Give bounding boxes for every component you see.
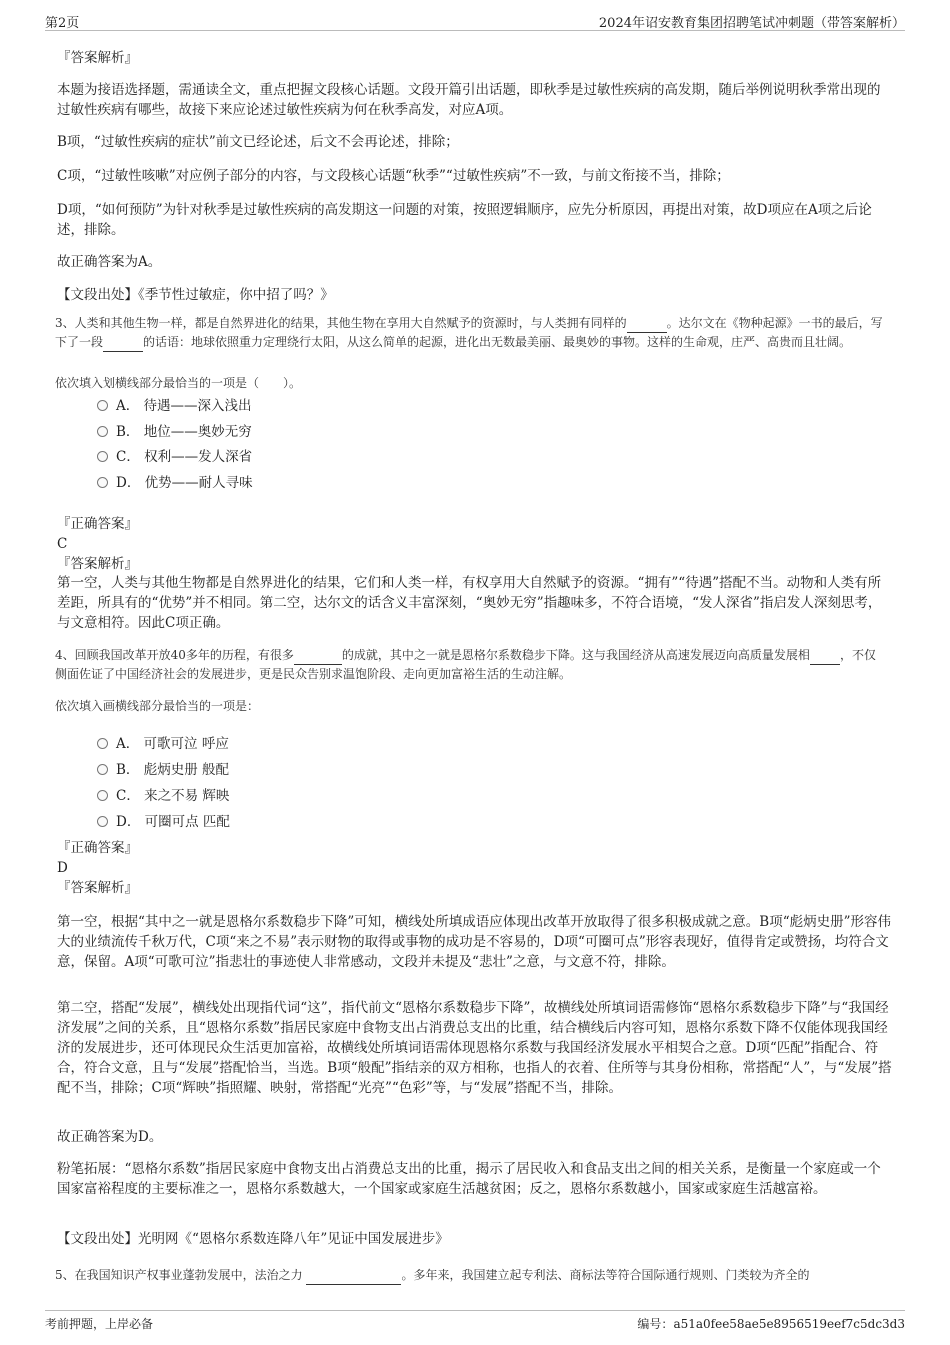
- q3-option-d[interactable]: D． 优势——耐人寻味: [97, 473, 253, 493]
- q4-answer-label: 『正确答案』: [57, 840, 138, 856]
- q4-answer: D: [57, 860, 68, 876]
- q3-option-b[interactable]: B． 地位——奥妙无穷: [97, 422, 252, 442]
- q3-stem: 3、人类和其他生物一样，都是自然界进化的结果，其他生物在享用大自然赋予的资源时，与人类拥有同样的 。达尔文在《物种起源》一书的最后，写下了一段 的话语：地球依照重力定理绕行太阳，从这么简单的起源，进化出无数最美丽、最奥妙的事物。这样的生命观，庄严、高贵而且壮阔。: [55, 314, 885, 352]
- q3-answer: C: [57, 536, 68, 552]
- q2-source: 【文段出处】《季节性过敏症，你中招了吗？》: [57, 287, 334, 303]
- document-title: 2024年诏安教育集团招聘笔试冲刺题（带答案解析）: [598, 16, 905, 31]
- q4-analysis-label: 『答案解析』: [57, 880, 138, 896]
- q5-stem: 5、在我国知识产权事业蓬勃发展中，法治之力 。多年来，我国建立起专利法、商标法等符合国际通行规则、门类较为齐全的: [55, 1266, 885, 1285]
- page-footer: [45, 1310, 905, 1341]
- q3-option-c[interactable]: C． 权利——发人深省: [97, 447, 252, 467]
- radio-icon[interactable]: [97, 738, 108, 749]
- radio-icon[interactable]: [97, 764, 108, 775]
- q4-extension: 粉笔拓展：“恩格尔系数”指居民家庭中食物支出占消费总支出的比重，揭示了居民收入和食品支出之间的相关关系，是衡量一个家庭或一个国家富裕程度的主要标准之一，恩格尔系数越大，一个国家或家庭生活越贫困；反之，恩格尔系数越小，国家或家庭生活越富裕。: [57, 1161, 881, 1197]
- q3-analysis: 第一空，人类与其他生物都是自然界进化的结果，它们和人类一样，有权享用大自然赋予的资源。“拥有”“待遇”搭配不当。动物和人类有所差距，所具有的“优势”并不相同。第二空，达尔文的话含义丰富深刻，“奥妙无穷”指趣味多，不符合语境，“发人深省”指启发人深刻思考，与文意相符。因此C项正确。: [57, 575, 882, 631]
- q4-analysis-para1: 第一空，根据“其中之一就是恩格尔系数稳步下降”可知，横线处所填成语应体现出改革开放取得了很多积极成就之意。B项“彪炳史册”形容伟大的业绩流传千秋万代，C项“来之不易”表示财物的取得或事物的成功是不容易的，D项“可圈可点”形容表现好，值得肯定或赞扬，均符合文意，保留。A项“可歌可泣”指悲壮的事迹使人非常感动，文段并未提及“悲壮”之意，与文意不符，排除。: [57, 914, 892, 970]
- q4-option-a[interactable]: A． 可歌可泣 呼应: [97, 734, 229, 754]
- footer-slogan: 考前押题，上岸必备: [45, 1317, 154, 1331]
- q3-answer-label: 『正确答案』: [57, 516, 138, 532]
- q3-blank-2: [103, 333, 143, 352]
- radio-icon[interactable]: [97, 451, 108, 462]
- radio-icon[interactable]: [97, 477, 108, 488]
- q3-analysis-label: 『答案解析』: [57, 556, 138, 572]
- q4-conclusion: 故正确答案为D。: [57, 1129, 163, 1145]
- q3-blank-1: [627, 314, 667, 333]
- radio-icon[interactable]: [97, 426, 108, 437]
- q4-stem: 4、回顾我国改革开放40多年的历程，有很多 的成就，其中之一就是恩格尔系数稳步下降。这与我国经济从高速发展迈向高质量发展相 ，不仅侧面佐证了中国经济社会的发展进步，更是民众告别求温饱阶段、走向更加富裕生活的生动注解。: [55, 648, 876, 681]
- page-number: 第2页: [45, 16, 80, 31]
- q4-blank-2: [810, 646, 840, 665]
- radio-icon[interactable]: [97, 816, 108, 827]
- q4-blank-1: [294, 646, 342, 665]
- q2-analysis-para3: C项，“过敏性咳嗽”对应例子部分的内容，与文段核心话题“秋季”“过敏性疾病”不一致，与前文衔接不当，排除；: [57, 168, 730, 184]
- q3-option-a[interactable]: A． 待遇——深入浅出: [97, 396, 252, 416]
- q5-blank-1: [306, 1266, 401, 1285]
- q4-analysis-para2: 第二空，搭配“发展”，横线处出现指代词“这”，指代前文“恩格尔系数稳步下降”，故横线处所填词语需修饰“恩格尔系数稳步下降”与“我国经济发展”之间的关系，且“恩格尔系数”指居民家庭中食物支出占消费总支出的比重，结合横线后内容可知，恩格尔系数下降不仅能体现我国经济的发展进步，还可体现民众生活更加富裕，故横线处所填词语需体现恩格尔系数与我国经济发展水平相契合之意。D项“匹配”指配合、符合，符合文意，且与“发展”搭配恰当，当选。B项“般配”指结亲的双方相称，也指人的衣着、住所等与其身份相称，常搭配“人”，与“发展”搭配不当，排除；C项“辉映”指照耀、映射，常搭配“光亮”“色彩”等，与“发展”搭配不当，排除。: [57, 1000, 892, 1096]
- page-header: [45, 0, 905, 31]
- q4-option-c[interactable]: C． 来之不易 辉映: [97, 786, 229, 806]
- q2-analysis-label: 『答案解析』: [57, 50, 138, 66]
- q4-source: 【文段出处】光明网《“恩格尔系数连降八年”见证中国发展进步》: [57, 1231, 449, 1247]
- radio-icon[interactable]: [97, 400, 108, 411]
- q2-analysis-para2: B项，“过敏性疾病的症状”前文已经论述，后文不会再论述，排除；: [57, 134, 459, 150]
- radio-icon[interactable]: [97, 790, 108, 801]
- q4-option-b[interactable]: B． 彪炳史册 般配: [97, 760, 229, 780]
- q3-prompt: 依次填入划横线部分最恰当的一项是（ ）。: [55, 376, 302, 390]
- q4-prompt: 依次填入画横线部分最恰当的一项是：: [55, 699, 260, 713]
- q2-analysis-para4: D项，“如何预防”为针对秋季是过敏性疾病的高发期这一问题的对策，按照逻辑顺序，应先分析原因，再提出对策，故D项应在A项之后论述，排除。: [57, 202, 872, 238]
- footer-code: 编号：a51a0fee58ae5e8956519eef7c5dc3d3: [637, 1317, 905, 1331]
- q2-conclusion: 故正确答案为A。: [57, 254, 162, 270]
- q2-analysis-para1: 本题为接语选择题，需通读全文，重点把握文段核心话题。文段开篇引出话题，即秋季是过敏性疾病的高发期，随后举例说明秋季常出现的过敏性疾病有哪些，故接下来应论述过敏性疾病为何在秋季高发，对应A项。: [57, 82, 881, 118]
- q4-option-d[interactable]: D． 可圈可点 匹配: [97, 812, 230, 832]
